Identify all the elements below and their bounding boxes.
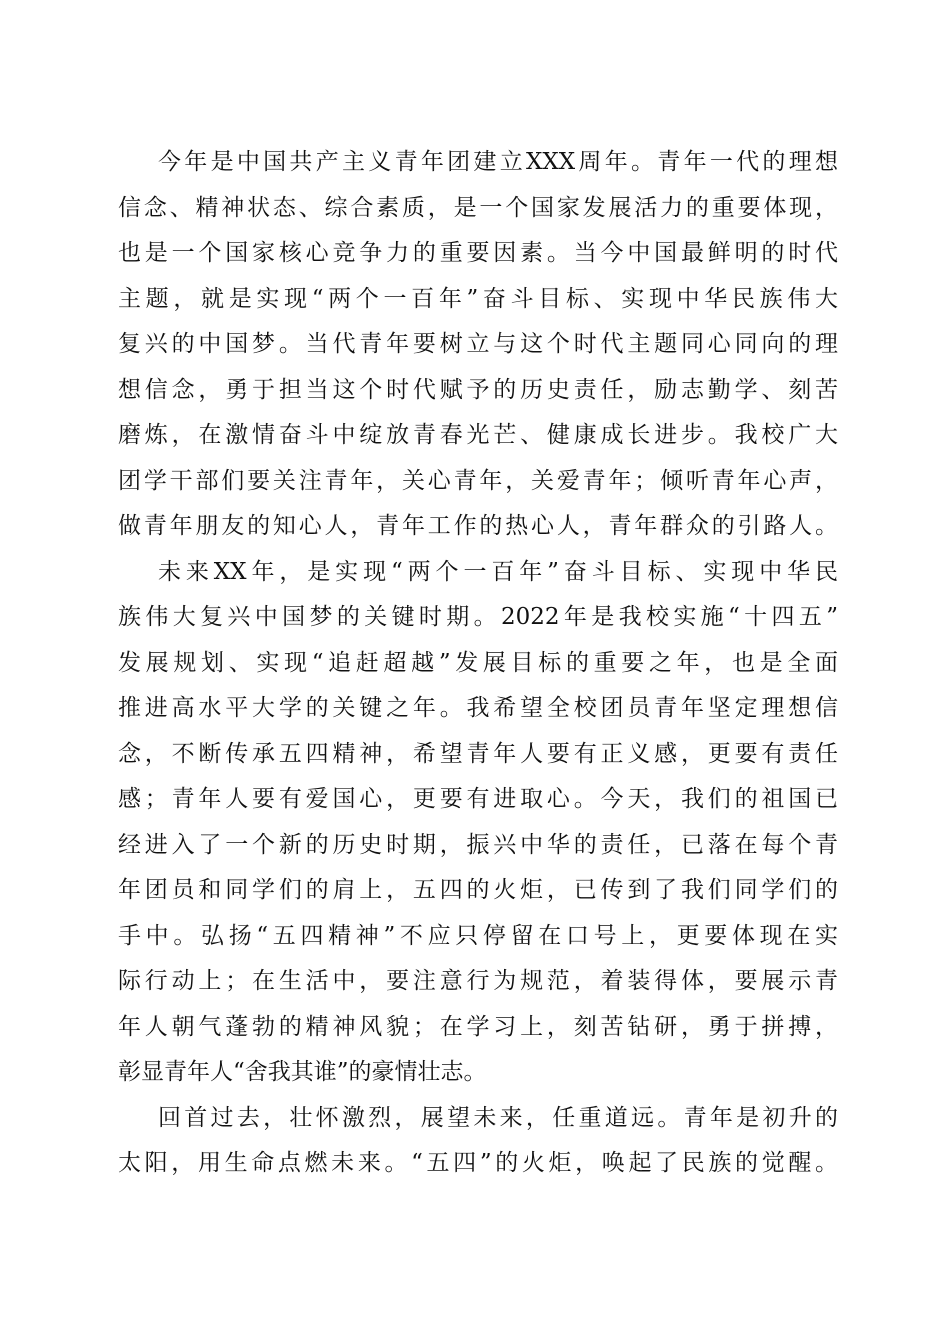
text-line: 信念、精神状态、综合素质，是一个国家发展活力的重要体现， (118, 194, 838, 221)
text-line: 发展规划、实现“追赶超越”发展目标的重要之年，也是全面 (118, 649, 838, 676)
text-line: 磨炼，在激情奋斗中绽放青春光芒、健康成长进步。我校广大 (118, 422, 838, 448)
text-line: 推进高水平大学的关键之年。我希望全校团员青年坚定理想信 (118, 695, 838, 721)
text-line: 际行动上；在生活中，要注意行为规范，着装得体，要展示青 (118, 968, 838, 994)
text-line: 做青年朋友的知心人，青年工作的热心人，青年群众的引路人。 (118, 513, 838, 539)
text-line: 念，不断传承五四精神，希望青年人要有正义感，更要有责任 (118, 740, 838, 767)
text-line: 也是一个国家核心竞争力的重要因素。当今中国最鲜明的时代 (118, 240, 838, 266)
paragraph-3 (118, 1096, 838, 1187)
text-line: 经进入了一个新的历史时期，振兴中华的责任，已落在每个青 (118, 831, 838, 858)
text-line: 复兴的中国梦。当代青年要树立与这个时代主题同心同向的理 (118, 331, 838, 357)
text-line: 感；青年人要有爱国心，更要有进取心。今天，我们的祖国已 (118, 786, 838, 812)
text-line: 想信念，勇于担当这个时代赋予的历史责任，励志勤学、刻苦 (118, 376, 838, 403)
text-line: 族伟大复兴中国梦的关键时期。2022年是我校实施“十四五” (118, 604, 838, 630)
text-line: 回首过去，壮怀激烈，展望未来，任重道远。青年是初升的 (158, 1104, 838, 1131)
text-line: 年人朝气蓬勃的精神风貌；在学习上，刻苦钻研，勇于拼搏， (118, 1013, 838, 1040)
text-line: 主题，就是实现“两个一百年”奋斗目标、实现中华民族伟大 (118, 285, 838, 312)
paragraph-1 (118, 140, 838, 550)
text-line: 今年是中国共产主义青年团建立XXX周年。青年一代的理想 (158, 149, 838, 175)
text-line: 未来XX年，是实现“两个一百年”奋斗目标、实现中华民 (158, 558, 838, 585)
paragraph-2 (118, 550, 838, 1096)
text-line: 太阳，用生命点燃未来。“五四”的火炬，唤起了民族的觉醒。 (118, 1150, 838, 1176)
text-line: 年团员和同学们的肩上，五四的火炬，已传到了我们同学们的 (118, 877, 838, 903)
text-line: 团学干部们要关注青年，关心青年，关爱青年；倾听青年心声， (118, 467, 838, 494)
text-line: 彰显青年人“舍我其谁”的豪情壮志。 (118, 1059, 487, 1085)
document-body (118, 140, 838, 1187)
text-line: 手中。弘扬“五四精神”不应只停留在口号上，更要体现在实 (118, 922, 838, 949)
